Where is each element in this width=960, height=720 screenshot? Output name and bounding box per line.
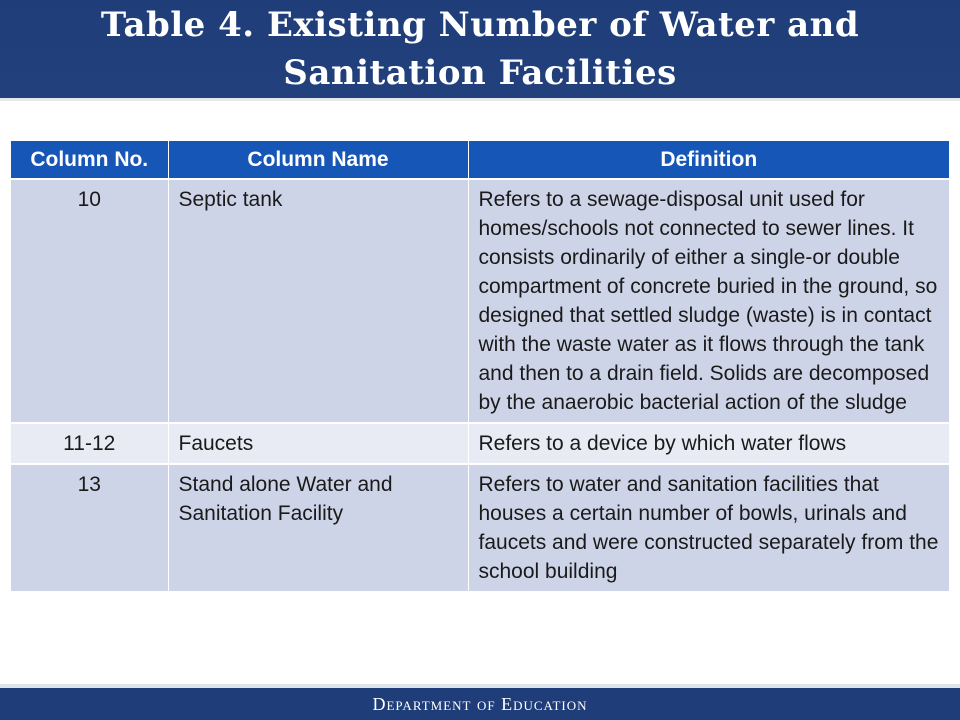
cell-column-no: 11-12 bbox=[11, 423, 168, 464]
header-definition: Definition bbox=[468, 141, 949, 179]
cell-column-name: Septic tank bbox=[168, 179, 468, 423]
cell-definition: Refers to water and sanitation facilities that houses a certain number of bowls, urinals and faucets and were constructed separately from the school building bbox=[468, 464, 949, 591]
table-row bbox=[11, 423, 949, 464]
footer-bar bbox=[0, 688, 960, 720]
cell-definition: Refers to a sewage-disposal unit used for homes/schools not connected to sewer lines. It consists ordinarily of either a single-or double compartment of concrete buried in the ground, so designed that settled sludge (waste) is in contact with the waste water as it flows through the tank and then to a drain field. Solids are decomposed by the anaerobic bacterial action of the sludge bbox=[468, 179, 949, 423]
header-column-no: Column No. bbox=[11, 141, 168, 179]
slide-title-line-1: Table 4. Existing Number of Water and bbox=[100, 5, 860, 45]
facilities-table bbox=[11, 141, 949, 591]
header-column-name: Column Name bbox=[168, 141, 468, 179]
cell-column-name: Faucets bbox=[168, 423, 468, 464]
slide-title bbox=[40, 1, 920, 97]
table-row bbox=[11, 179, 949, 423]
cell-definition: Refers to a device by which water flows bbox=[468, 423, 949, 464]
table-header-row bbox=[11, 141, 949, 179]
cell-column-no: 13 bbox=[11, 464, 168, 591]
table-container bbox=[11, 141, 949, 591]
slide-title-line-2: Sanitation Facilities bbox=[283, 53, 677, 93]
cell-column-name: Stand alone Water and Sanitation Facility bbox=[168, 464, 468, 591]
table-row bbox=[11, 464, 949, 591]
footer-department-name: Department of Education bbox=[372, 693, 588, 714]
title-bar bbox=[0, 0, 960, 98]
cell-column-no: 10 bbox=[11, 179, 168, 423]
